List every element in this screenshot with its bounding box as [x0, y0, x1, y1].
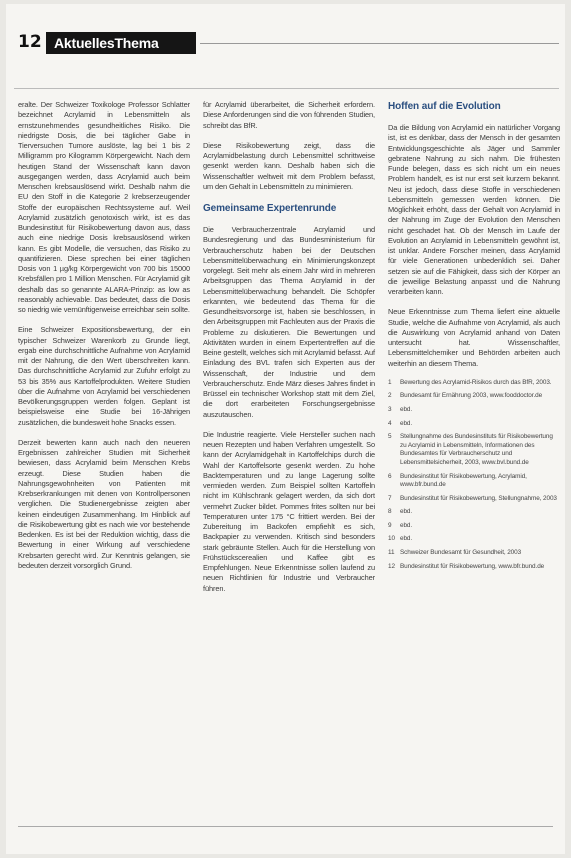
page-header: [14, 32, 559, 54]
col2-paragraph: Die Industrie reagierte. Viele Hersteller suchen nach neuen Rezepten und haben Verfahren umgestellt. So kann der Acrylamidgehalt in Kartoffelchips durch die Wahl der Kartoffelsorte gesenkt werden. Zu hohe Backtemperaturen und zu lange Lagerung sollte vermieden werden. Zum Beispiel sollten Kartoffeln nicht im Kühlschrank gelagert werden, da sich dort vermehrt Zucker bildet. Pommes frites sollten nur bei Temperaturen unter 175 °C frittiert werden. Bei der Zubereitung im Backofen empfiehlt es sich, Backpapier zu verwenden. Kritisch sind besonders stark gebräunte Stellen. Auch für die Herstellung von Frühstückscerealien und Kaffee gibt es Empfehlungen. Neue Erkenntnisse sollen laufend zu neuen Richtlinien für Industrie und Verbraucher führen.: [203, 429, 375, 593]
col2-paragraph: Die Verbraucherzentrale Acrylamid und Bundesregierung und das Bundesministerium für Verbraucherschutz haben bei der Deutschen Lebensmittelüberwachung ein Minimierungskonzept vorgelegt. Seit mehr als einem Jahr wird in mehreren Arbeitsgruppen das Thema Acrylamid in der Lebensmittelüberwachung behandelt. Die Schöpfer erkannten, wie bedeutend das Thema für die Gesundheitsvorsorge ist, haben sie beschlossen, in den Arbeitsgruppen mit Fachleuten aus der Praxis die Probleme zu diskutieren. Die Bewertungen und Aktivitäten wurden in einem Expertentreffen auf die Beine gestellt, welches sich mit Acrylamid befasst. Auf Einladung des BVL trafen sich Experten aus der Wissenschaft, der Industrie und dem Verbraucherschutz. Ende März dieses Jahres findet in Brüssel ein technischer Workshop statt mit dem Ziel, die dort erarbeiteten Forschungsergebnisse auszutauschen.: [203, 225, 375, 419]
footnote: [388, 420, 560, 429]
subheading-expertenrunde: Gemeinsame Expertenrunde: [203, 203, 337, 214]
footnote: [388, 563, 560, 572]
footnote-text: Schweizer Bundesamt für Gesundheit, 2003: [400, 549, 522, 557]
section-tag: AktuellesThema: [46, 32, 196, 54]
footnote-number: 11: [388, 549, 395, 557]
footnote: [388, 379, 560, 388]
footnote-number: 10: [388, 535, 395, 543]
footnote: [388, 549, 560, 558]
footnote-text: ebd.: [400, 521, 413, 529]
footnote-number: 4: [388, 419, 392, 427]
footnote: [388, 433, 560, 467]
column-1: [18, 100, 190, 581]
column-2: [203, 100, 375, 604]
page-sheet: [6, 4, 565, 854]
footnote: [388, 508, 560, 517]
footnote-number: 2: [388, 392, 392, 400]
footnote-text: ebd.: [400, 508, 413, 516]
col2-paragraph: Diese Risikobewertung zeigt, dass die Acrylamidbelastung durch Lebensmittel schrittweise gesenkt werden kann. Deshalb haben sich die Wissenschaftler weltweit mit dem Problem befasst, um den Gehalt in Lebensmitteln zu minimieren.: [203, 140, 375, 191]
col2-paragraph: für Acrylamid überarbeitet, die Sicherheit erfordern. Diese Anforderungen sind die von führenden Studien, schreibt das BfR.: [203, 100, 375, 130]
footnote-text: Bundesamt für Ernährung 2003, www.fooddoctor.de: [400, 392, 543, 400]
footnote-text: ebd.: [400, 419, 413, 427]
footnote-text: Bundesinstitut für Risikobewertung, www.bfr.bund.de: [400, 562, 545, 570]
page-number: 12: [18, 32, 42, 52]
footnote-number: 6: [388, 472, 392, 480]
footnote-number: 1: [388, 378, 392, 386]
col1-paragraph: eralte. Der Schweizer Toxikologe Professor Schlatter bezeichnet Acrylamid in Lebensmitteln als ernstzunehmendes gesundheitliches Risiko. Die niedrigste Dosis, die bei täglicher Gabe in Tierversuchen Tumore auslöste, lag bei 1 bis 2 Milligramm pro Kilogramm Körpergewicht. Nach dem heutigen Stand der Wissenschaft kann davon ausgegangen werden, dass Acrylamid auch beim Menschen krebsauslösend wirkt. Deshalb nahm die EU den Stoff in die Kategorie 2 krebserzeugender Stoffe der europäischen Rechtssysteme auf. Weil Acrylamid zusätzlich genotoxisch wirkt, ist es das Bundesinstitut für Risikobewertung davon aus, dass auch eine niedrige Dosis krebsauslösend wirken kann. Es gibt Modelle, die versuchen, das Risiko zu quantifizieren. Diese sprechen bei einer täglichen Dosis von 1 µg/kg Körpergewicht von 700 bis 15000 Krebsfällen pro 1 Million Menschen. Für Acrylamid gilt deshalb das so genannte ALARA-Prinzip: as low as reasonably achievable. Das bedeutet, dass die Dosis so niedrig wie vernünftigerweise erreichbar sein sollte.: [18, 100, 190, 314]
footnote-number: 5: [388, 433, 392, 441]
footnote: [388, 473, 560, 490]
footnote: [388, 392, 560, 401]
page-footer: [18, 826, 553, 837]
footnote-text: Bundesinstitut für Risikobewertung, Acrylamid, www.bfr.bund.de: [400, 472, 527, 489]
footnote-text: ebd.: [400, 535, 413, 543]
col3-paragraph: Da die Bildung von Acrylamid ein natürlicher Vorgang ist, ist es denkbar, dass der Mensch in der gesamten Entwicklungsgeschichte als Jäger und Sammler gebratene Nahrung zu sich nahm. Die frühesten Funde belegen, dass es sich nicht um ein neues Problem handelt, es ist nur erst seit kurzem bekannt. Neu ist jedoch, dass diese Stoffe in verschiedenen Lebensmitteln gemessen werden können. Die Möglichkeit erhöht, dass der Gehalt von Acrylamid in der Nahrung im Zuge der Evolution den Menschen nicht geschadet hat. Ob der Mensch im Laufe der Evolution an Acrylamid in Lebensmitteln gewöhnt ist, ist unklar. Andere Forscher meinen, dass Acrylamid für viele Generationen unbedenklich sei. Daher setzen sie auf die Fähigkeit, dass sich der Körper an die jeweilige Belastung anpasst und die Nahrung verarbeiten kann.: [388, 123, 560, 296]
subheading-evolution: Hoffen auf die Evolution: [388, 101, 501, 112]
footnote-text: ebd.: [400, 405, 413, 413]
header-rule: [200, 43, 559, 44]
footnote: [388, 522, 560, 531]
col1-paragraph: Derzeit bewerten kann auch nach den neueren Ergebnissen zahlreicher Studien mit Sicherheit bewiesen, dass Acrylamid beim Menschen Krebs erzeugt. Diese Studien haben die Nahrungsgewohnheiten von Patienten mit Krebserkrankungen mit denen von Kontrollpersonen verglichen. Die Studienergebnisse zeigten aber keinen eindeutigen Zusammenhang. Im Hinblick auf die Risikobewertung gibt es nach wie vor bestehende Bedenken. Es ist bei der Reduktion wichtig, dass die Bewertung in einer Wirkung auf verschiedene Krebsarten gerecht wird. Zur Kenntnis gelangen, sie bedeuten derzeit vorsorglich Grund.: [18, 437, 190, 570]
footnote-number: 12: [388, 562, 395, 570]
footnotes: [388, 379, 560, 572]
footnote-number: 3: [388, 405, 392, 413]
footnote-text: Stellungnahme des Bundesinstituts für Risikobewertung zu Acrylamid in Lebensmitteln, Informationen des Bundesamtes für Verbraucherschutz und Lebensmittelsicherheit, 2003, www.bvl.bund.de: [400, 433, 553, 466]
col3-paragraph: Neue Erkenntnisse zum Thema liefert eine aktuelle Studie, welche die Aufnahme von Acrylamid, als auch die Auswirkung von Acrylamid anhand von Daten untersucht hat. Wissenschaftler, Lebensmittelchemiker und Behörden arbeiten auch weiterhin an diesem Thema.: [388, 307, 560, 368]
footnote-number: 8: [388, 508, 392, 516]
column-3: [388, 100, 560, 576]
footnote-text: Bewertung des Acrylamid-Risikos durch das BfR, 2003.: [400, 378, 552, 386]
top-divider: [14, 88, 559, 89]
footnote: [388, 495, 560, 504]
footnote: [388, 406, 560, 415]
col1-paragraph: Eine Schweizer Expositionsbewertung, der ein typischer Schweizer Warenkorb zu Grunde liegt, ergab eine durchschnittliche Aufnahme von Acrylamid mit der Nahrung, die den Wert überschreiten kann. Das durchschnittliche Acrylamid zur Zufuhr erfolgt zu 53 bis 35% aus Kartoffelprodukten. Weitere Studien über die Aufnahme von Acrylamid bei verschiedenen Bevölkerungsgruppen werden folgen. Geplant ist beispielsweise eine Studie bei 16-Jährigen zusätzlichen, die bundesweit hohe Snacks essen.: [18, 325, 190, 427]
footnote-number: 9: [388, 521, 392, 529]
footnote: [388, 535, 560, 544]
footnote-number: 7: [388, 494, 392, 502]
footnote-text: Bundesinstitut für Risikobewertung, Stellungnahme, 2003: [400, 494, 557, 502]
